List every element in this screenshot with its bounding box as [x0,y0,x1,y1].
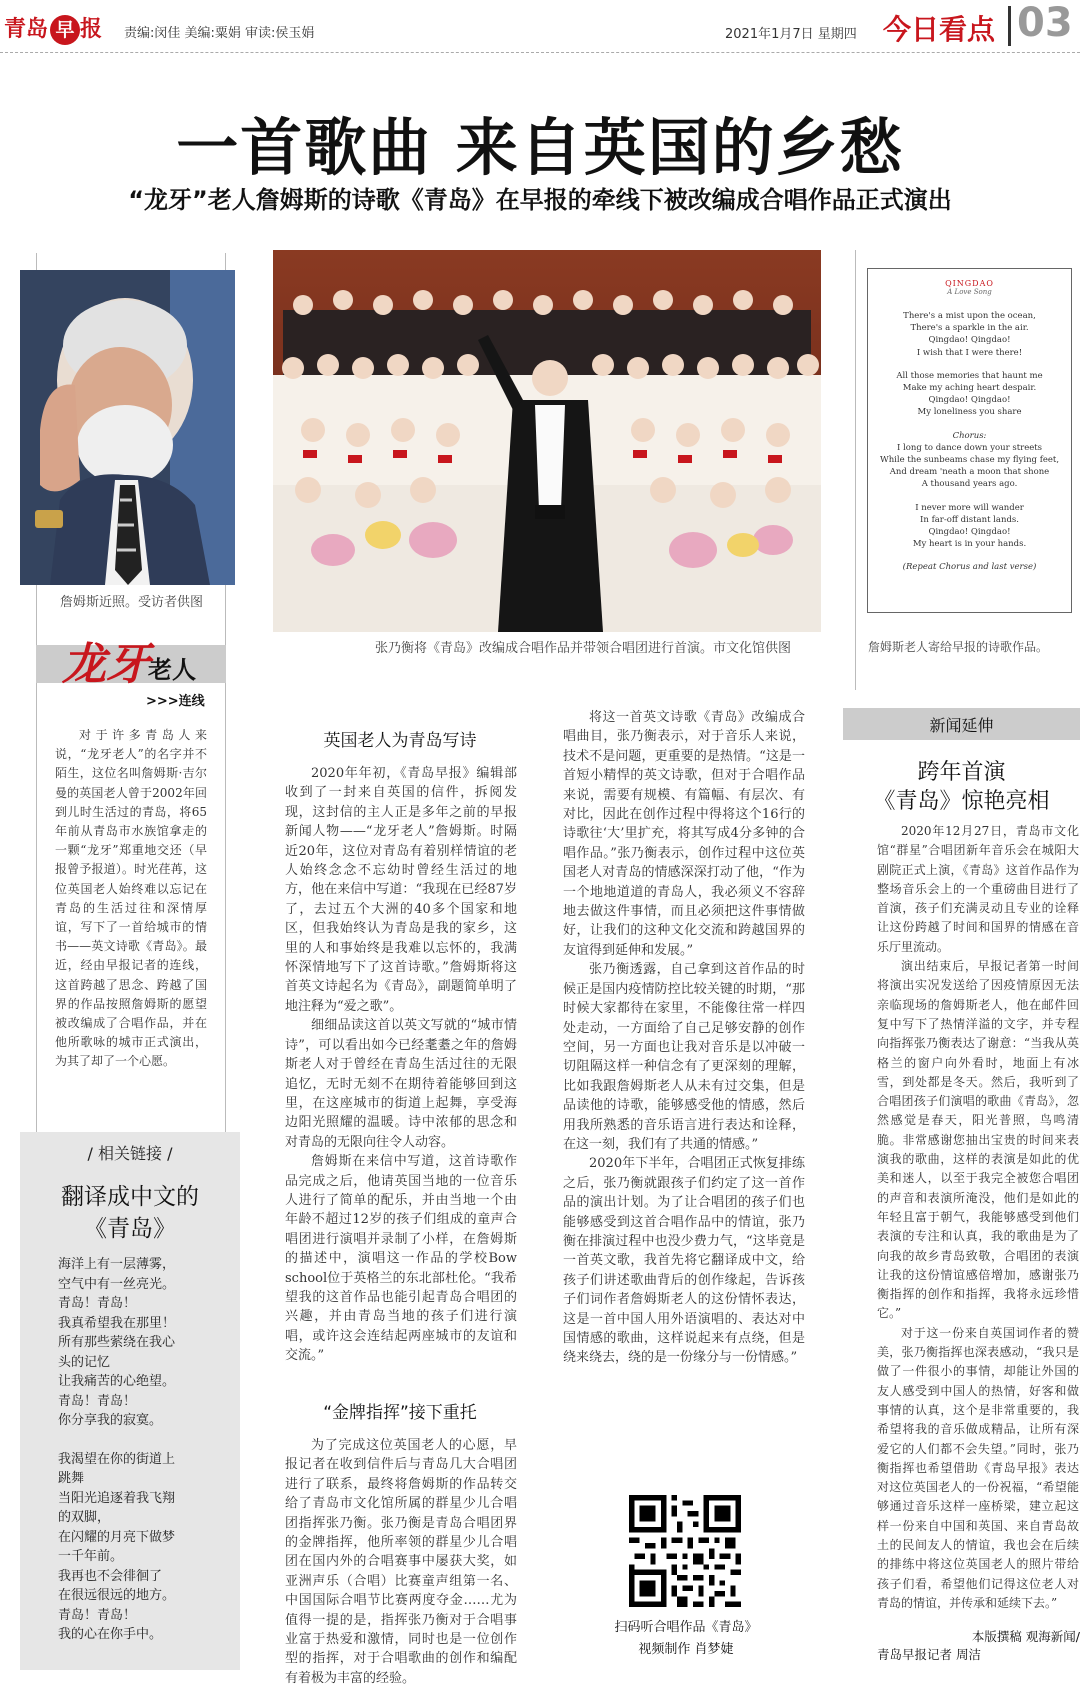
article-paragraph: 细细品读这首以英文写就的“城市情诗”，可以看出如今已经耄耋之年的詹姆斯老人对于曾经在青岛生活过往的无限追忆，无时无刻不在期待着能够回到这里，在这座城市的街道上起舞，享受海边阳光照耀的温暖。诗中浓郁的思念和对青岛的无限向往令人动容。 [285,1018,517,1150]
english-poem-footer: (Repeat Chorus and last verse) [902,562,1037,573]
chinese-poem [58,1255,218,1645]
column-label-old-man: 老人 [148,656,196,684]
stanza-gap [868,419,1071,430]
poem-line: 我的心在你手中。 [58,1627,163,1642]
poem-line: 在很远很远的地方。 [58,1588,176,1603]
portrait-photo[interactable] [20,270,235,585]
news-paragraph: 2020年12月27日，青岛市文化馆“群星”合唱团新年音乐会在城阳大剧院正式上演，《青岛》这首作品作为整场音乐会上的一个重磅曲目进行了首演，孩子们充满灵动且专业的诠释让这份跨越了时间和国界的情感在音乐厅里流动。 [877,824,1079,954]
news-extension-body [877,822,1079,1613]
sub-headline: “龙牙”老人詹姆斯的诗歌《青岛》在早报的牵线下被改编成合唱作品正式演出 [128,186,952,214]
main-headline: 一首歌曲 来自英国的乡愁 [176,111,904,184]
article-paragraph: 2020年年初，《青岛早报》编辑部收到了一封来自英国的信件，拆阅发现，这封信的主人正是多年之前的早报新闻人物——“龙牙老人”詹姆斯。时隔近20年，这位对青岛有着别样情谊的老人始终念念不忘幼时曾经生活过的地方，他在来信中写道：“我现在已经87岁了，去过五个大洲的40多个国家和地区，但我始终认为青岛是我的家乡，这里的人和事始终是我难以忘怀的，我满怀深情地写下了这首诗歌。”詹姆斯将这首英文诗起名为《青岛》，副题简单明了地注释为“爱之歌”。 [285,766,517,1014]
logo-suffix: 报 [80,17,103,42]
english-poem-line: I long to dance down your streets [896,442,1043,453]
english-poem-line: While the sunbeams chase my flying feet, [879,455,1060,466]
english-poem-line: And dream 'neath a moon that shone [889,467,1050,478]
english-poem-line: My loneliness you share [917,407,1022,418]
photo-caption: 张乃衡将《青岛》改编成合唱作品并带领合唱团进行首演。市文化馆供图 [375,641,792,656]
poem-line: 海洋上有一层薄雾， [58,1257,176,1272]
qr-caption: 扫码听合唱作品《青岛》 [614,1620,758,1635]
poem-line: 青岛！青岛！ [58,1296,137,1311]
poem-line: 头的记忆 [58,1354,111,1370]
stanza-gap [868,550,1071,561]
editor-credits: 责编:闵佳 美编:粟娟 审读:侯玉娟 [124,26,315,41]
poem-line: 一千年前。 [58,1549,124,1564]
news-title-line1: 跨年首演 [917,760,1006,785]
news-paragraph: 对于这一份来自英国词作者的赞美，张乃衡指挥也深表感动，“我只是做了一件很小的事情，却能让外国的友人感受到中国人的热情，好客和做事情的认真，这个是非常重要的，我希望将我的音乐做成精品，让所有深爱它的人们都不会失望。”同时，张乃衡指挥也希望借助《青岛早报》表达对这位英国老人的一份祝福，“希望能够通过音乐这样一座桥梁，建立起这样一份来自中国和英国、来自青岛故土的民间友人的情谊，我也会在后续的排练中将这位英国老人的照片带给孩子们看，希望他们记得这位老人对青岛的情谊，并传承和延续下去。” [877,1325,1079,1610]
choir-photo[interactable] [273,250,821,632]
issue-date: 2021年1月7日 星期四 [725,27,857,42]
english-poem-line: Chorus: [952,430,987,441]
english-poem-subtitle: A Love Song [947,288,992,296]
news-paragraph: 演出结束后，早报记者第一时间将演出实况发送给了因疫情原因无法亲临现场的詹姆斯老人，他在邮件回复中写下了热情洋溢的文字，并专程向指挥张乃衡表达了谢意：“当我从英格兰的窗户向外看时，地面上有冰雪，到处都是冬天。然后，我听到了合唱团孩子们演唱的歌曲《青岛》，忽然感觉是春天，阳光普照，鸟鸣清脆。非常感谢您抽出宝贵的时间来表演我的歌曲，这样的表演是如此的优美和迷人，以至于我完全被您合唱团的声音和表演所淹没，他们是如此的年轻且富于朝气，我能够感受到他们表演的专注和认真，我的歌曲是为了向我的故乡青岛致敬，合唱团的表演让我的这份情谊感倍增加，感谢张乃衡指挥的创作和指挥，我将永远珍惜它。” [877,959,1079,1321]
portrait-caption: 詹姆斯近照。受访者供图 [60,595,204,610]
byline [877,1628,1080,1664]
poem-line: 我渴望在你的街道上 [58,1451,176,1467]
column-label-dragon-tooth: 龙牙 [62,639,150,690]
article-paragraph: 2020年下半年，合唱团正式恢复排练之后，张乃衡就跟孩子们约定了这一首作品的演出计划。为了让合唱团的孩子们也能够感受到这首合唱作品中的情谊，张乃衡在排演过程中也没少费力气，“这毕竟是一首英文歌，我首先将它翻译成中文，给孩子们讲述歌曲背后的创作缘起，告诉孩子们词作者詹姆斯老人的这份情怀表达，这是一首中国人用外语演唱的、表达对中国情感的歌曲，这样说起来有点绕，但是绕来绕去，绕的是一份缘分与一份情感。” [563,1156,805,1366]
poem-line: 空气中有一丝亮光。 [58,1276,176,1292]
english-poem-line: I never more will wander [915,502,1024,513]
poem-line: 当阳光追逐着我飞翔 [58,1490,176,1506]
column-label-link: >>>连线 [146,694,205,709]
stanza-gap [58,1431,218,1450]
stanza-gap [868,359,1071,370]
poem-line: 青岛！青岛！ [58,1393,137,1409]
article-paragraph: 詹姆斯在来信中写道，这首诗歌作品完成之后，他请英国当地的一位音乐人进行了简单的配乐，并由当地一个由年龄不超过12岁的孩子们组成的童声合唱团进行演唱并录制了小样，在詹姆斯的描述中，演唱这一作品的学校Bow school位于英格兰的东北部杜伦。“我希望我的这首作品也能引起青岛合唱团的兴趣，并由青岛当地的孩子们进行演唱，或许这会连结起两座城市的友谊和交流。” [285,1154,517,1364]
related-link-label: / 相关链接 / [87,1144,173,1163]
logo-text: 青岛 [4,17,49,42]
english-poem-line: My heart is in your hands. [912,539,1027,550]
qr-code-icon [629,1495,741,1607]
poem-line: 所有那些萦绕在我心 [58,1335,176,1350]
intro-text: 对于许多青岛人来说，“龙牙老人”的名字并不陌生，这位名叫詹姆斯·吉尔曼的英国老人曾于2002年回到儿时生活过的青岛，将65年前从青岛市水族馆拿走的一颗“龙牙”郑重地交还（早报曾予报道）。时光荏苒，这位英国老人始终难以忘记在青岛的生活过往和深情厚谊，写下了一首给城市的情书——英文诗歌《青岛》。最近，经由早报记者的连线，这首跨越了思念、跨越了国界的作品按照詹姆斯的愿望被改编成了合唱作品，并在他所歌咏的城市正式演出，为其了却了一个心愿。 [55,728,207,1069]
choir-illustration [273,250,821,632]
byline-line2: 青岛早报记者 周洁 [877,1647,981,1662]
poem-line: 的双脚， [58,1510,111,1525]
byline-line1: 本版撰稿 观海新闻/ [971,1629,1080,1644]
poem-line: 让我痛苦的心绝望。 [58,1374,176,1389]
poem-line: 在闪耀的月亮下做梦 [58,1529,176,1545]
poem-line: 你分享我的寂寞。 [58,1413,163,1428]
related-title-line2: 《青岛》 [84,1216,176,1242]
poem-line: 青岛！青岛！ [58,1607,137,1623]
newspaper-logo[interactable] [4,12,102,45]
poem-line: 我再也不会徘徊了 [58,1568,163,1584]
section-title: 今日看点 [883,13,996,46]
section-heading-poem: 英国老人为青岛写诗 [323,731,477,751]
article-paragraph: 为了完成这位英国老人的心愿，早报记者在收到信件后与青岛几大合唱团进行了联系，最终将詹姆斯的作品转交给了青岛市文化馆所属的群星少儿合唱团指挥张乃衡。张乃衡是青岛合唱团界的金牌指挥，他所率领的群星少儿合唱团在国内外的合唱赛事中屡获大奖，如亚洲声乐（合唱）比赛童声组第一名、中国国际合唱节比赛两度夺金……尤为值得一提的是，指挥张乃衡对于合唱事业富于热爱和激情，同时也是一位创作型的指挥，对于合唱歌曲的创作和编配有着极为丰富的经验。 [285,1438,517,1686]
english-poem-line: Qingdao! Qingdao! [928,527,1011,538]
page-number: 03 [1017,0,1073,46]
english-poem-line: I wish that I were there! [916,347,1023,358]
english-poem-line: There's a sparkle in the air. [910,323,1029,334]
english-poem-line: In far-off distant lands. [920,514,1019,525]
article-paragraph: 将这一首英文诗歌《青岛》改编成合唱曲目，张乃衡表示，对于音乐人来说，技术不是问题，更重要的是热情。“这是一首短小精悍的英文诗歌，但对于合唱作品来说，需要有规模、有篇幅、有层次、有对比，因此在创作过程中得将这个16行的诗歌往‘大’里扩充，将其写成4分多钟的合唱作品。”张乃衡表示，创作过程中这位英国老人对青岛的情感深深打动了他，“作为一个地地道道的青岛人，我必须义不容辞地去做这件事情，而且必须把这件事情做好，让我们的这种文化交流和跨越国界的友谊得到延伸和发展。” [563,710,805,958]
masthead-divider [1008,6,1011,46]
news-extension-label: 新闻延伸 [929,716,994,735]
article-column-1 [285,764,517,1366]
stanza-gap [868,491,1071,502]
qr-code[interactable] [629,1495,741,1607]
article-column-2 [563,708,805,1368]
qr-credit: 视频制作 肖梦婕 [638,1642,734,1657]
section-heading-conductor: “金牌指挥”接下重托 [323,1403,477,1423]
logo-badge: 早 [50,15,80,45]
english-poem-line: Qingdao! Qingdao! [928,335,1011,346]
news-title-line2: 《青岛》惊艳亮相 [873,789,1050,814]
related-title-line1: 翻译成中文的 [61,1184,199,1210]
article-column-1b [285,1436,517,1688]
portrait-illustration [20,270,235,585]
english-poem-caption: 詹姆斯老人寄给早报的诗歌作品。 [868,640,1049,654]
english-poem-line: Make my aching heart despair. [902,383,1037,394]
english-poem-line: A thousand years ago. [921,479,1018,490]
poem-line: 我真希望我在那里！ [58,1315,176,1331]
english-poem-line: Qingdao! Qingdao! [928,395,1011,406]
english-poem-card[interactable] [867,268,1072,613]
article-paragraph: 张乃衡透露，自己拿到这首作品的时候正是国内疫情防控比较关键的时期，“那时候大家都待在家里，不能像往常一样四处走动，一方面给了自己足够安静的创作空间，另一方面也让我对音乐是以冲破一切阻隔这样一种信念有了更深刻的理解，比如我跟詹姆斯老人从未有过交集，但是品读他的诗歌，能够感受他的情感，然后用我所熟悉的音乐语言进行表达和诠释，在这一刻，我们有了共通的情感。” [563,962,805,1152]
english-poem-line: All those memories that haunt me [896,370,1043,381]
poem-line: 跳舞 [58,1471,85,1486]
english-poem-title: QINGDAO [945,279,994,288]
masthead-rule [0,52,1080,53]
english-poem-line: There's a mist upon the ocean, [903,311,1036,321]
